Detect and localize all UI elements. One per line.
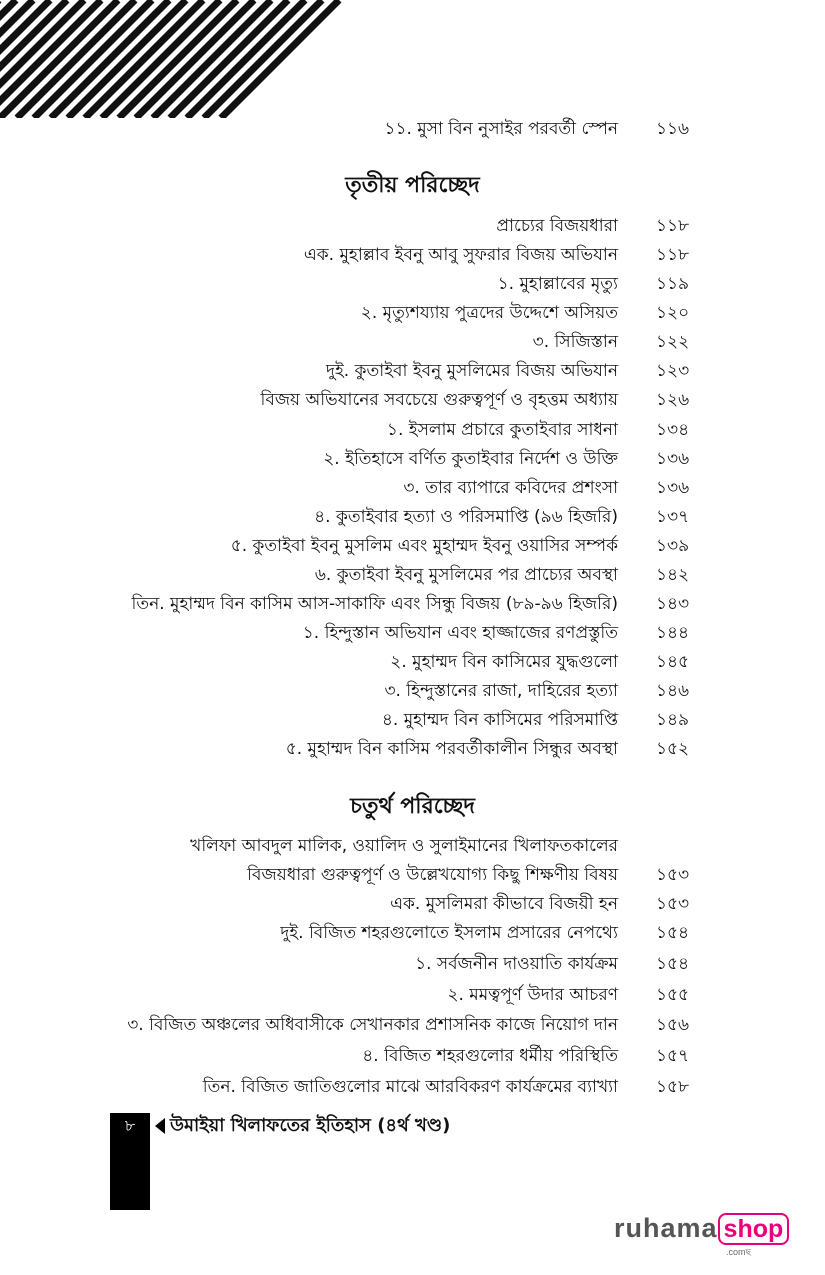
toc-entry-title[interactable]: ৩. বিজিত অঞ্চলের অধিবাসীকে সেখানকার প্রশাসনিক কাজে নিয়োগ দান: [127, 1015, 618, 1035]
toc-entry-title[interactable]: বিজয় অভিযানের সবচেয়ে গুরুত্বপূর্ণ ও বৃহত্তম অধ্যায়: [260, 390, 618, 410]
toc-entry-title[interactable]: এক. মুসলিমরা কীভাবে বিজয়ী হন: [390, 894, 618, 914]
toc-entry-page: ১৪৪: [656, 623, 690, 643]
diagonal-stripes-decoration: [0, 0, 345, 118]
toc-entry-page: ১৩৯: [656, 536, 690, 556]
toc-entry-page: ১৫৪: [656, 923, 690, 943]
toc-entry-page: ১২২: [656, 332, 690, 352]
toc-entry-page: ১১৬: [656, 119, 690, 139]
toc-entry-title[interactable]: ৩. তার ব্যাপারে কবিদের প্রশংসা: [403, 478, 618, 498]
toc-entry-title[interactable]: এক. মুহাল্লাব ইবনু আবু সুফরার বিজয় অভিযান: [303, 245, 618, 265]
toc-entry-page: ১২৩: [656, 361, 690, 381]
toc-entry-title[interactable]: ১. হিন্দুস্তান অভিযান এবং হাজ্জাজের রণপ্রস্তুতি: [302, 623, 618, 643]
toc-entry-title[interactable]: প্রাচ্যের বিজয়ধারা: [496, 216, 618, 236]
brand-shop-badge: shop: [718, 1213, 790, 1245]
toc-entry-title[interactable]: ৪. মুহাম্মদ বিন কাসিমের পরিসমাপ্তি: [381, 710, 618, 730]
toc-entry-page: ১৩৬: [656, 478, 690, 498]
toc-entry-page: ১৫৫: [656, 985, 690, 1005]
toc-entry-title[interactable]: ৩. সিজিস্তান: [532, 332, 618, 352]
toc-entry-title[interactable]: ১১. মুসা বিন নুসাইর পরবর্তী স্পেন: [384, 119, 618, 139]
arrow-left-icon: [155, 1118, 165, 1134]
toc-entry-page: ১৫৭: [656, 1046, 690, 1066]
toc-entry-page: ১৫৬: [656, 1015, 690, 1035]
toc-entry-title[interactable]: তিন. মুহাম্মদ বিন কাসিম আস-সাকাফি এবং সিন্ধু বিজয় (৮৯-৯৬ হিজরি): [131, 594, 618, 614]
toc-entry-page: ১৩৪: [656, 420, 690, 440]
toc-entry-title[interactable]: দুই. কুতাইবা ইবনু মুসলিমের বিজয় অভিযান: [326, 361, 618, 381]
toc-entry-title[interactable]: ১. মুহাল্লাবের মৃত্যু: [497, 274, 618, 294]
toc-entry-page: ১১৮: [656, 216, 690, 236]
toc-entry-page: ১৪৯: [656, 710, 690, 730]
brand-name-part: ruhama: [614, 1213, 718, 1243]
toc-entry-page: ১৪৫: [656, 652, 690, 672]
page-number-box: [110, 1113, 150, 1210]
toc-entry-page: ১৪২: [656, 565, 690, 585]
toc-entry-page: ১১৯: [656, 274, 690, 294]
toc-entry-title[interactable]: ১. ইসলাম প্রচারে কুতাইবার সাধনা: [386, 420, 618, 440]
page-number: ৮: [124, 1116, 136, 1135]
toc-entry-page: ১৫৪: [656, 954, 690, 974]
running-book-title: উমাইয়া খিলাফতের ইতিহাস (৪র্থ খণ্ড): [170, 1115, 451, 1136]
toc-entry-title[interactable]: ২. মমত্বপূর্ণ উদার আচরণ: [447, 985, 618, 1005]
toc-entry-page: ১৪৬: [656, 681, 690, 701]
toc-entry-title[interactable]: ৫. কুতাইবা ইবনু মুসলিম এবং মুহাম্মদ ইবনু ওয়াসির সম্পর্ক: [230, 536, 618, 556]
toc-entry-title[interactable]: ১. সর্বজনীন দাওয়াতি কার্যক্রম: [415, 954, 618, 974]
toc-entry-page: ১৫৩: [656, 865, 690, 885]
toc-entry-title[interactable]: তিন. বিজিত জাতিগুলোর মাঝে আরবিকরণ কার্যক্রমের ব্যাখ্যা: [202, 1077, 618, 1097]
toc-entry-page: ১২৬: [656, 390, 690, 410]
toc-entry-page: ১৫৮: [656, 1077, 690, 1097]
toc-entry-title[interactable]: ৪. বিজিত শহরগুলোর ধর্মীয় পরিস্থিতি: [362, 1046, 618, 1066]
chapter-heading: চতুর্থ পরিচ্ছেদ: [350, 794, 475, 819]
toc-entry-title[interactable]: খলিফা আবদুল মালিক, ওয়ালিদ ও সুলাইমানের খিলাফতকালের: [190, 836, 618, 856]
toc-entry-page: ১৪৩: [656, 594, 690, 614]
toc-entry-title[interactable]: ৩. হিন্দুস্তানের রাজা, দাহিরের হত্যা: [384, 681, 618, 701]
toc-entry-page: ১১৮: [656, 245, 690, 265]
toc-entry-title[interactable]: বিজয়ধারা গুরুত্বপূর্ণ ও উল্লেখযোগ্য কিছু শিক্ষণীয় বিষয়: [247, 865, 618, 885]
toc-entry-page: ১৩৬: [656, 449, 690, 469]
brand-suffix: .comছ: [726, 1247, 751, 1257]
toc-entry-title[interactable]: ৪. কুতাইবার হত্যা ও পরিসমাপ্তি (৯৬ হিজরি): [314, 507, 618, 527]
toc-entry-title[interactable]: ৫. মুহাম্মদ বিন কাসিম পরবর্তীকালীন সিন্ধুর অবস্থা: [285, 739, 618, 759]
toc-entry-page: ১৩৭: [656, 507, 690, 527]
toc-entry-page: ১৫২: [656, 739, 690, 759]
chapter-heading: তৃতীয় পরিচ্ছেদ: [345, 173, 480, 198]
ruhamashop-watermark-logo: [614, 1213, 789, 1257]
toc-entry-title[interactable]: ২. ইতিহাসে বর্ণিত কুতাইবার নির্দেশ ও উক্তি: [323, 449, 618, 469]
toc-entry-title[interactable]: ২. মুহাম্মদ বিন কাসিমের যুদ্ধগুলো: [390, 652, 618, 672]
toc-entry-title[interactable]: ৬. কুতাইবা ইবনু মুসলিমের পর প্রাচ্যের অবস্থা: [314, 565, 618, 585]
toc-entry-title[interactable]: ২. মৃত্যুশয্যায় পুত্রদের উদ্দেশে অসিয়ত: [360, 303, 618, 323]
toc-entry-page: ১২০: [656, 303, 690, 323]
toc-entry-page: ১৫৩: [656, 894, 690, 914]
toc-entry-title[interactable]: দুই. বিজিত শহরগুলোতে ইসলাম প্রসারের নেপথ্যে: [280, 923, 618, 943]
